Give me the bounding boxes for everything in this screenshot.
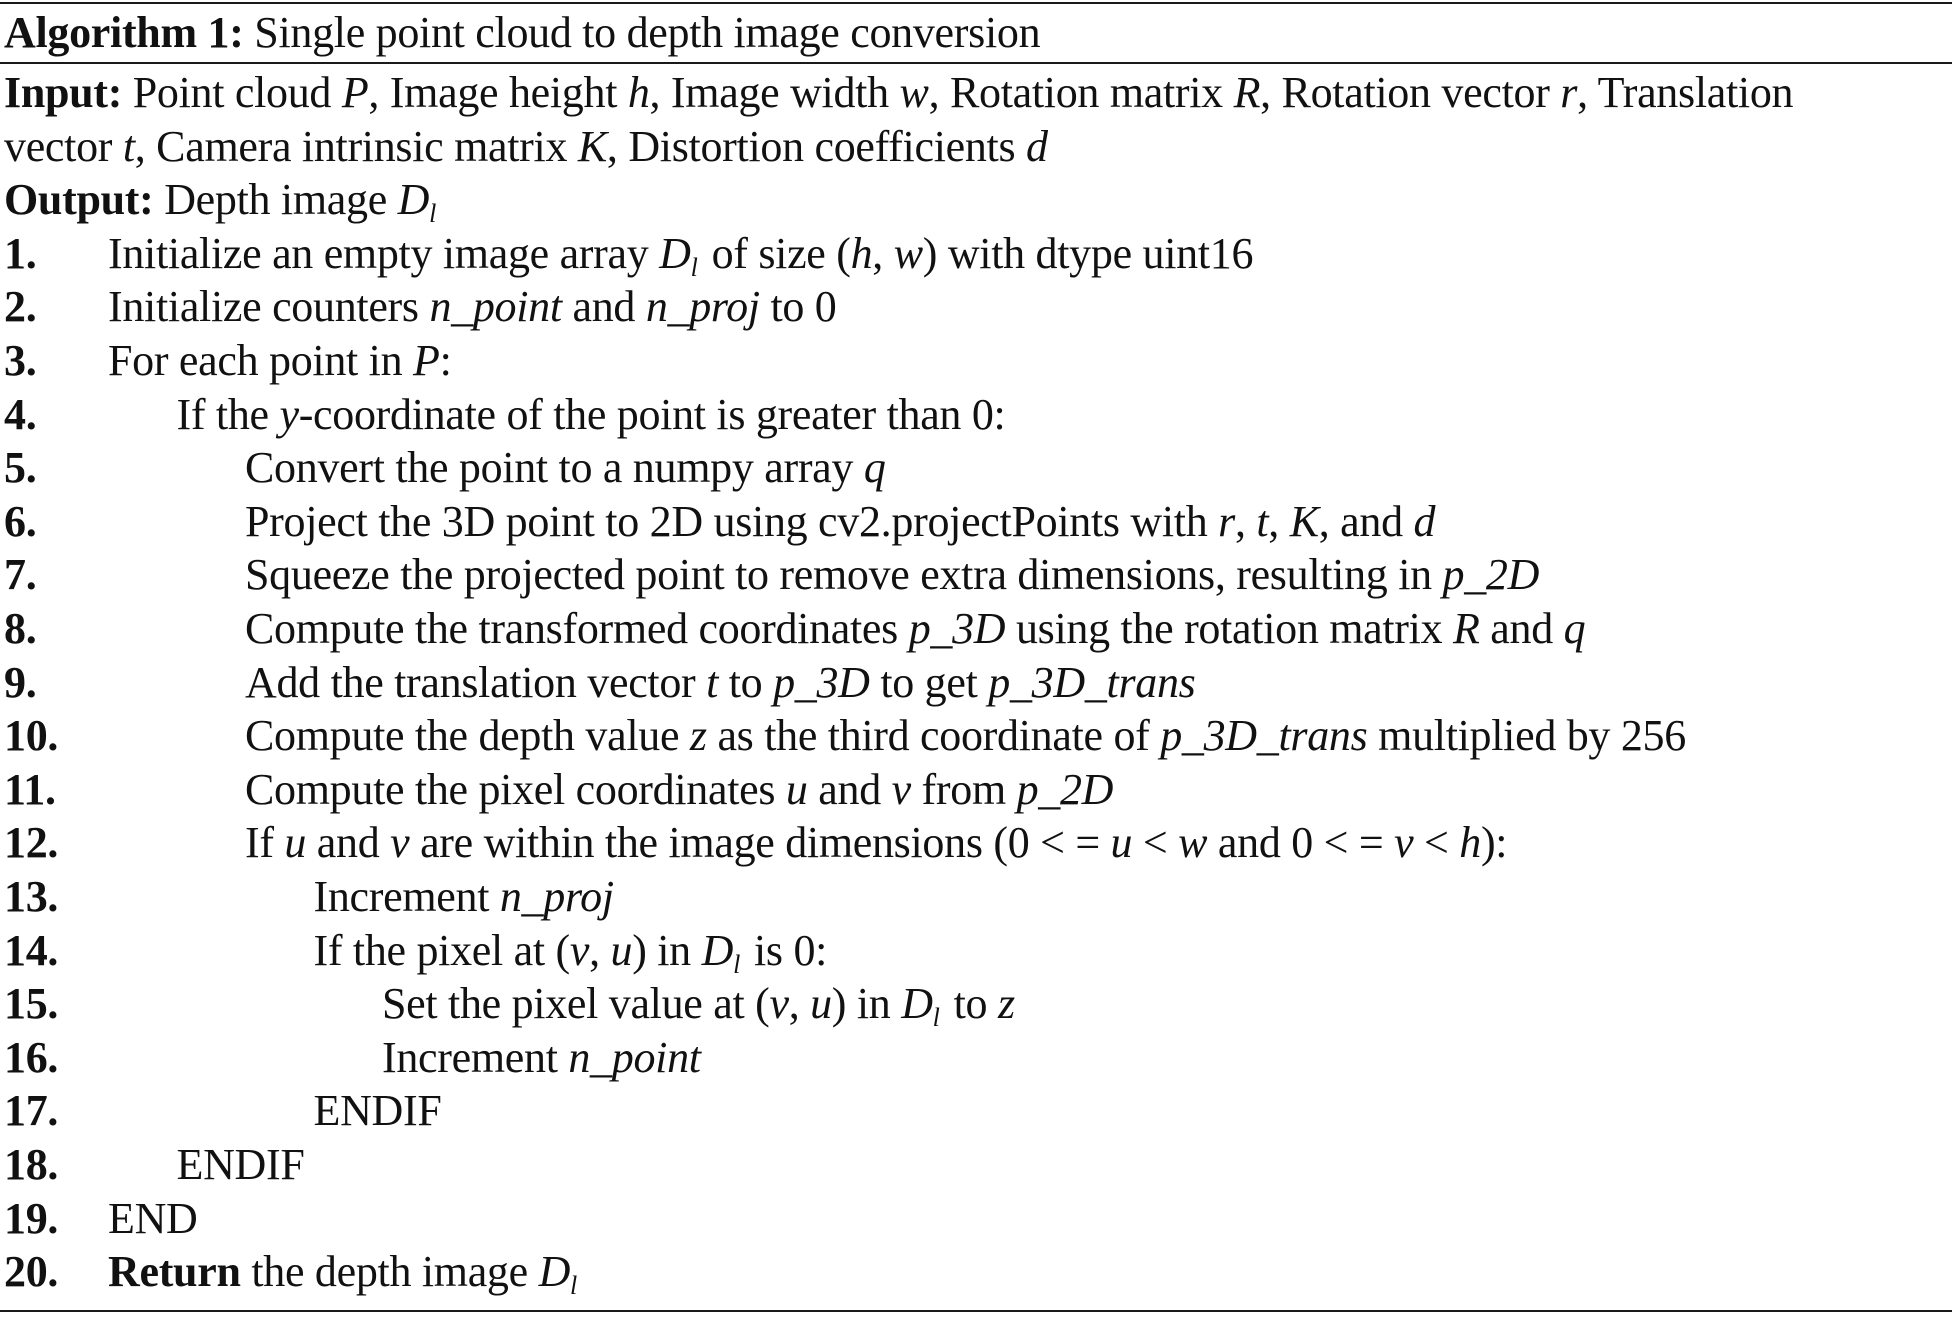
step-text bbox=[177, 1138, 305, 1192]
math-variable: p_3D_trans bbox=[988, 657, 1196, 707]
text-segment: -coordinate of the point is greater than 0: bbox=[298, 389, 1006, 439]
step-text bbox=[314, 1084, 442, 1138]
text-segment: to bbox=[953, 979, 998, 1029]
step-text bbox=[245, 816, 1507, 870]
step-number: 20. bbox=[4, 1247, 59, 1297]
subscript: l bbox=[733, 949, 740, 979]
step-number: 11. bbox=[4, 764, 56, 814]
bold-keyword: Output: bbox=[4, 175, 154, 225]
step-number: 5. bbox=[4, 443, 37, 493]
math-variable: t bbox=[1256, 496, 1269, 546]
text-segment: , bbox=[788, 979, 811, 1029]
math-variable: P bbox=[341, 68, 369, 117]
math-variable: q bbox=[1563, 604, 1586, 653]
math-variable: q bbox=[863, 443, 886, 493]
text-segment: END bbox=[108, 1193, 198, 1243]
text-segment: , Rotation matrix bbox=[928, 68, 1234, 117]
line-text bbox=[4, 66, 1793, 120]
text-segment: , bbox=[1234, 496, 1257, 546]
math-variable: z bbox=[689, 711, 707, 761]
step-text bbox=[245, 441, 886, 495]
step-text bbox=[177, 388, 1006, 442]
text-segment: Convert the point to a numpy array bbox=[245, 443, 864, 493]
text-segment: If bbox=[245, 818, 285, 868]
step-text bbox=[382, 1031, 701, 1085]
text-segment: If the pixel at ( bbox=[313, 925, 570, 975]
step-text bbox=[108, 1192, 198, 1246]
bottom-rule bbox=[0, 1310, 1952, 1312]
step-number: 14. bbox=[4, 925, 59, 975]
text-segment: the depth image bbox=[240, 1247, 539, 1297]
top-rule bbox=[0, 2, 1952, 4]
math-variable: R bbox=[1452, 604, 1480, 653]
math-variable: t bbox=[706, 657, 719, 707]
algorithm-title bbox=[4, 6, 1040, 60]
step-number: 2. bbox=[4, 282, 37, 332]
text-segment: Initialize counters bbox=[108, 282, 430, 332]
math-variable: D bbox=[659, 228, 691, 278]
text-segment: , Distortion coefficients bbox=[606, 121, 1026, 171]
title-rule bbox=[0, 62, 1952, 64]
math-variable: w bbox=[1178, 818, 1208, 868]
math-variable: n_proj bbox=[499, 872, 614, 921]
subscript: l bbox=[570, 1271, 577, 1301]
math-variable: v bbox=[891, 764, 911, 814]
math-variable: D bbox=[538, 1247, 571, 1297]
text-segment: Compute the transformed coordinates bbox=[245, 604, 909, 653]
text-segment: from bbox=[910, 764, 1017, 814]
subscript: l bbox=[932, 1003, 940, 1033]
step-text bbox=[245, 495, 1435, 549]
math-variable: n_point bbox=[568, 1032, 701, 1082]
step-text bbox=[108, 227, 1253, 281]
step-text bbox=[314, 924, 828, 978]
step-text bbox=[108, 334, 452, 388]
text-segment: Compute the depth value bbox=[245, 711, 690, 761]
step-text bbox=[245, 656, 1196, 710]
text-segment: ENDIF bbox=[313, 1086, 442, 1136]
line-text bbox=[4, 120, 1048, 174]
text-segment: Compute the pixel coordinates bbox=[245, 764, 786, 814]
step-number: 1. bbox=[4, 228, 37, 278]
math-variable: R bbox=[1233, 68, 1261, 117]
math-variable: v bbox=[769, 979, 789, 1029]
math-variable: w bbox=[893, 228, 923, 278]
math-variable: P bbox=[413, 336, 440, 385]
subscript: l bbox=[690, 252, 698, 282]
math-variable: v bbox=[390, 818, 410, 868]
text-segment: is 0: bbox=[754, 925, 828, 975]
algorithm-title-text: Single point cloud to depth image conversion bbox=[243, 8, 1041, 57]
text-segment: vector bbox=[4, 121, 123, 171]
text-segment: , Image height bbox=[368, 68, 628, 117]
text-segment: as the third coordinate of bbox=[706, 711, 1161, 761]
text-segment: Point cloud bbox=[122, 68, 342, 117]
math-variable: h bbox=[850, 228, 873, 278]
math-variable: r bbox=[1218, 496, 1235, 546]
step-text bbox=[382, 977, 1015, 1031]
step-number: 19. bbox=[4, 1193, 59, 1243]
text-segment: Increment bbox=[313, 872, 500, 921]
math-variable: h bbox=[627, 68, 650, 117]
math-variable: D bbox=[397, 175, 430, 225]
text-segment: multiplied by 256 bbox=[1367, 711, 1686, 761]
math-variable: K bbox=[1289, 496, 1319, 546]
step-text bbox=[108, 1245, 591, 1299]
step-number: 12. bbox=[4, 818, 59, 868]
math-variable: n_proj bbox=[645, 282, 760, 332]
bold-keyword: Return bbox=[108, 1247, 241, 1297]
text-segment: and 0 < = bbox=[1207, 818, 1395, 868]
step-text bbox=[108, 280, 836, 334]
text-segment: , Rotation vector bbox=[1260, 68, 1561, 117]
step-number: 10. bbox=[4, 711, 59, 761]
math-variable: r bbox=[1560, 68, 1578, 117]
text-segment: Project the 3D point to 2D using cv2.projectPoints with bbox=[245, 496, 1219, 546]
text-segment: to bbox=[718, 657, 774, 707]
text-segment: , bbox=[589, 925, 611, 975]
text-segment: and bbox=[561, 282, 646, 332]
text-segment: ) in bbox=[632, 925, 702, 975]
text-segment: ) in bbox=[831, 979, 902, 1029]
text-segment: are within the image dimensions (0 < = bbox=[409, 818, 1111, 868]
text-segment: , and bbox=[1318, 496, 1414, 546]
text-segment: to 0 bbox=[759, 282, 837, 332]
text-segment: using the rotation matrix bbox=[1005, 604, 1453, 653]
line-text bbox=[4, 173, 450, 227]
math-variable: h bbox=[1459, 818, 1481, 868]
text-segment: Squeeze the projected point to remove extra dimensions, resulting in bbox=[245, 550, 1443, 600]
text-segment: , bbox=[1268, 496, 1290, 546]
math-variable: d bbox=[1413, 496, 1436, 546]
math-variable: p_3D_trans bbox=[1160, 711, 1368, 761]
step-number: 4. bbox=[4, 389, 37, 439]
text-segment: Initialize an empty image array bbox=[108, 228, 660, 278]
math-variable: w bbox=[899, 68, 929, 117]
text-segment: and bbox=[807, 764, 892, 814]
step-text bbox=[314, 870, 614, 924]
step-number: 3. bbox=[4, 336, 37, 385]
math-variable: z bbox=[997, 979, 1015, 1029]
text-segment: of size ( bbox=[711, 228, 851, 278]
math-variable: u bbox=[610, 925, 633, 975]
step-number: 15. bbox=[4, 979, 59, 1029]
math-variable: D bbox=[701, 925, 734, 975]
text-segment: Add the translation vector bbox=[245, 657, 707, 707]
text-segment: , bbox=[872, 228, 894, 278]
step-number: 7. bbox=[4, 550, 37, 600]
text-segment: : bbox=[439, 336, 452, 385]
text-segment: Depth image bbox=[153, 175, 398, 225]
step-number: 16. bbox=[4, 1032, 59, 1082]
text-segment: ): bbox=[1480, 818, 1508, 868]
subscript: l bbox=[429, 199, 437, 229]
step-number: 17. bbox=[4, 1086, 59, 1136]
text-segment: Increment bbox=[382, 1032, 569, 1082]
text-segment: , Camera intrinsic matrix bbox=[134, 121, 578, 171]
step-number: 6. bbox=[4, 496, 37, 546]
math-variable: t bbox=[122, 121, 135, 171]
math-variable: u bbox=[810, 979, 832, 1029]
math-variable: v bbox=[569, 925, 590, 975]
algorithm-title-label: Algorithm 1: bbox=[4, 8, 244, 57]
math-variable: p_2D bbox=[1442, 550, 1540, 600]
text-segment: If the bbox=[176, 389, 280, 439]
math-variable: K bbox=[577, 121, 607, 171]
text-segment: , Image width bbox=[649, 68, 900, 117]
math-variable: y bbox=[279, 389, 299, 439]
step-number: 13. bbox=[4, 872, 59, 921]
step-number: 9. bbox=[4, 657, 37, 707]
math-variable: D bbox=[901, 979, 933, 1029]
text-segment: to get bbox=[869, 657, 989, 707]
step-text bbox=[245, 602, 1585, 656]
math-variable: u bbox=[284, 818, 307, 868]
text-segment: Set the pixel value at ( bbox=[382, 979, 770, 1029]
math-variable: n_point bbox=[429, 282, 562, 332]
math-variable: d bbox=[1026, 121, 1048, 171]
text-segment: < bbox=[1413, 818, 1460, 868]
math-variable: u bbox=[785, 764, 808, 814]
step-number: 18. bbox=[4, 1140, 59, 1189]
text-segment: and bbox=[306, 818, 391, 868]
text-segment: ENDIF bbox=[176, 1140, 305, 1189]
text-segment: and bbox=[1479, 604, 1564, 653]
math-variable: v bbox=[1394, 818, 1414, 868]
step-text bbox=[245, 763, 1113, 817]
text-segment: For each point in bbox=[108, 336, 413, 385]
text-segment: < bbox=[1132, 818, 1179, 868]
math-variable: p_2D bbox=[1016, 764, 1114, 814]
math-variable: u bbox=[1110, 818, 1133, 868]
math-variable: p_3D bbox=[908, 604, 1006, 653]
step-text bbox=[245, 709, 1686, 763]
step-text bbox=[245, 548, 1539, 602]
math-variable: p_3D bbox=[773, 657, 870, 707]
step-number: 8. bbox=[4, 604, 37, 653]
bold-keyword: Input: bbox=[4, 68, 123, 117]
text-segment: ) with dtype uint16 bbox=[922, 228, 1254, 278]
text-segment: , Translation bbox=[1577, 68, 1794, 117]
